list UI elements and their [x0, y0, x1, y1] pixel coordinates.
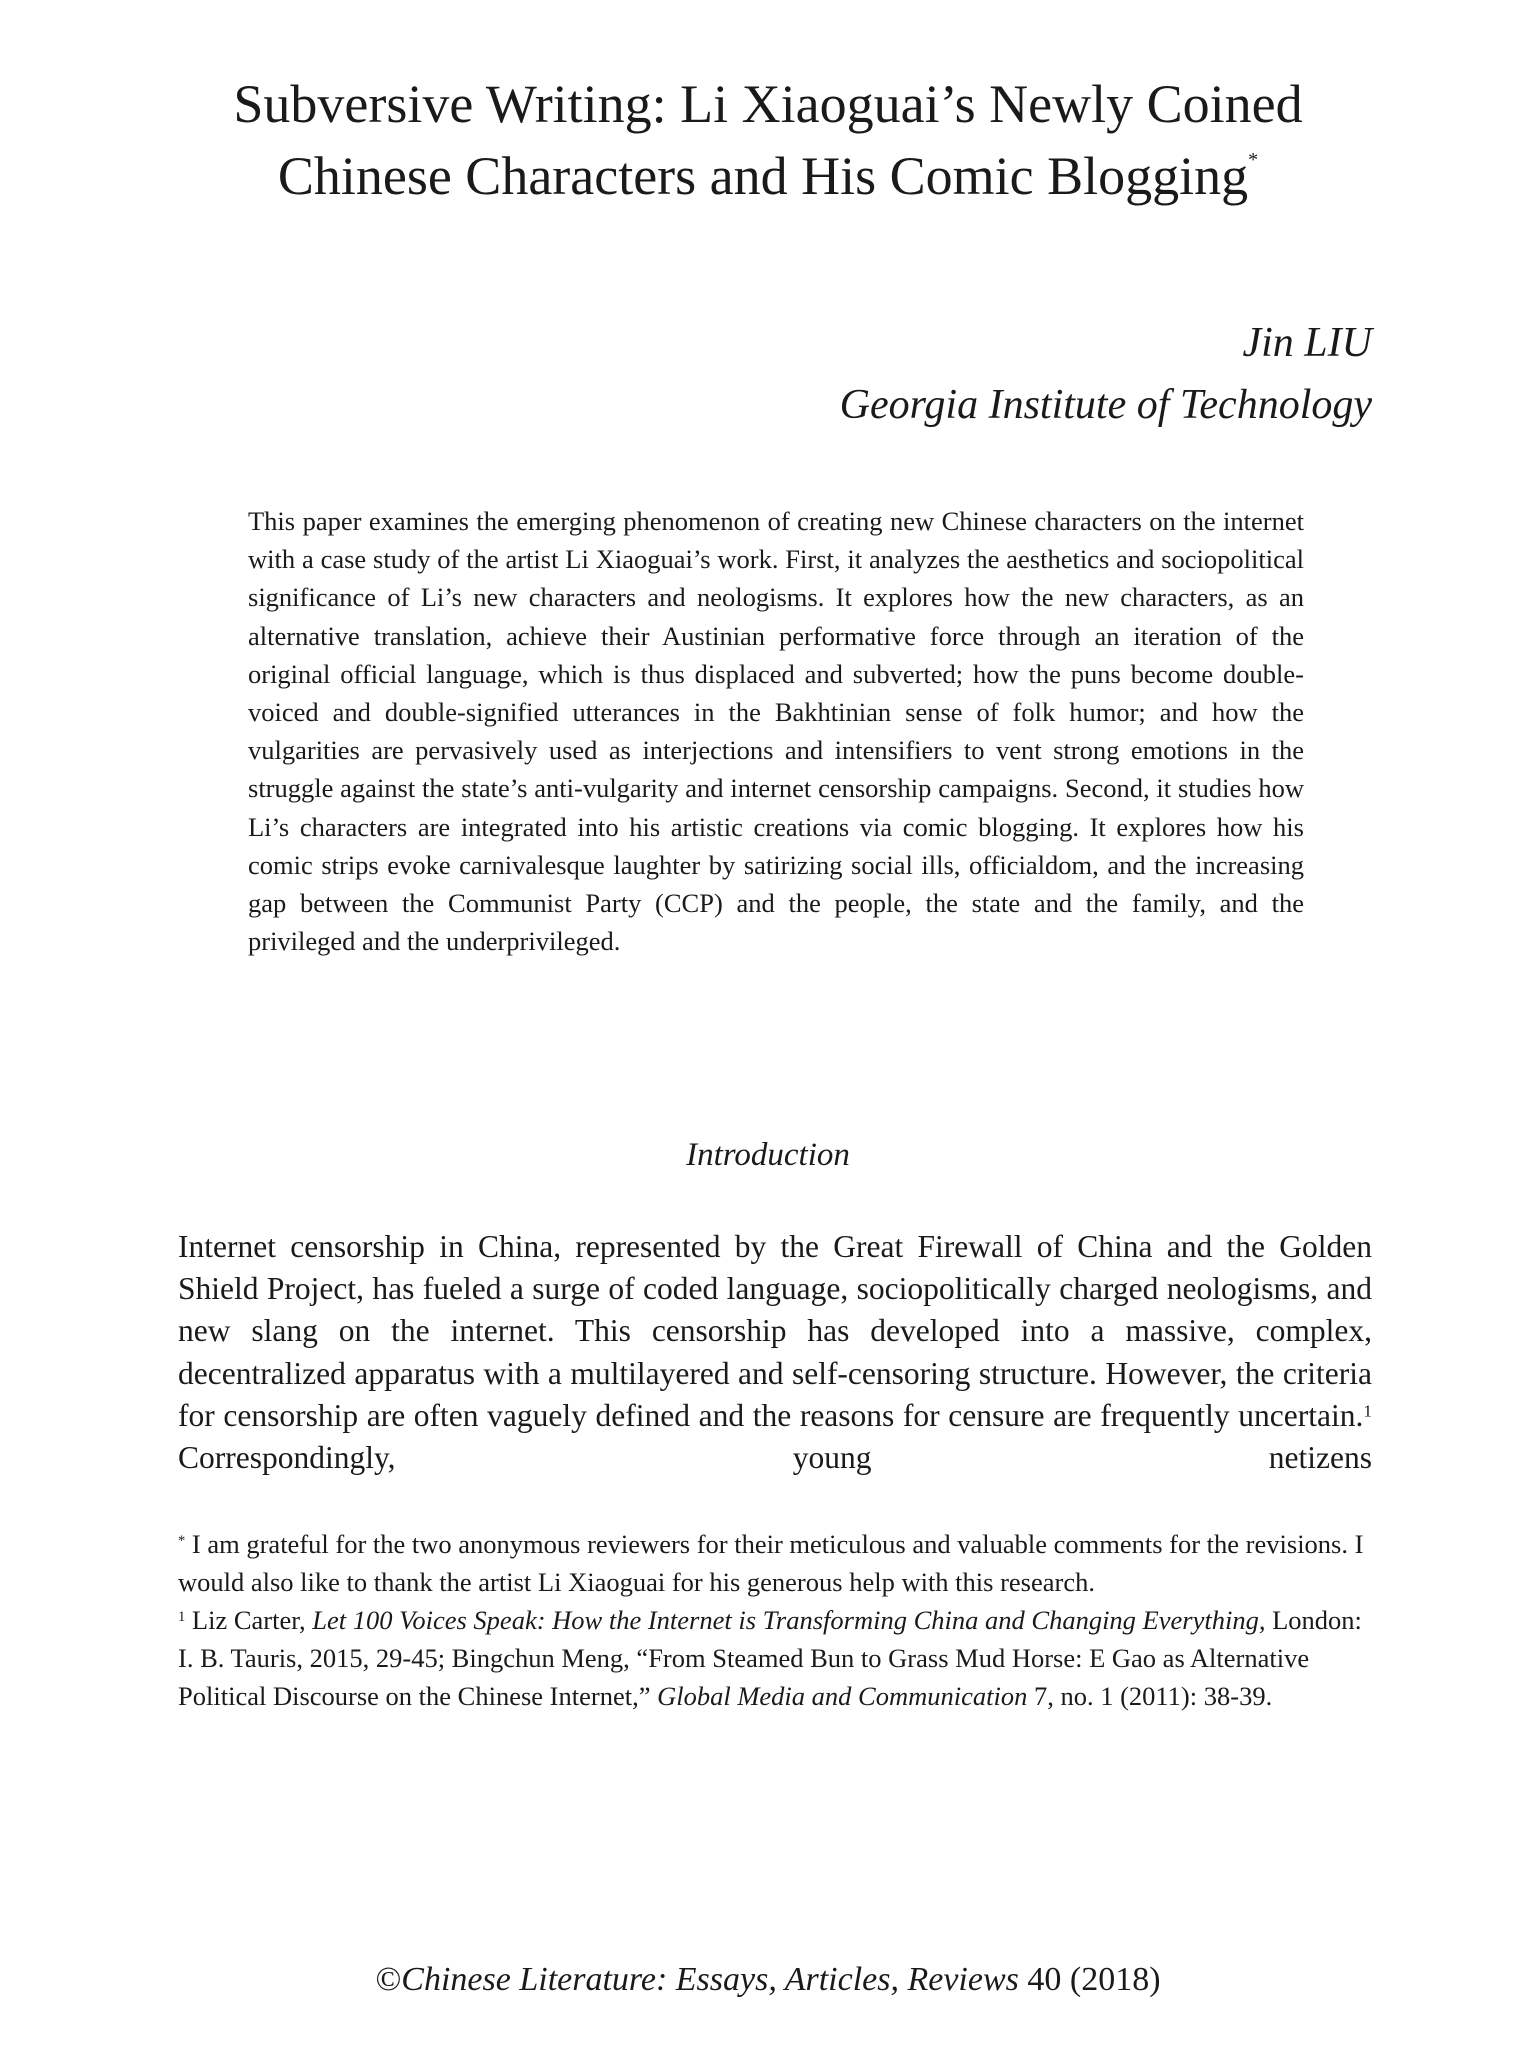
introduction-paragraph	[178, 1226, 1372, 1479]
title-line-2: Chinese Characters and His Comic Blogging	[277, 146, 1249, 206]
paper-title	[120, 68, 1416, 212]
title-line-1: Subversive Writing: Li Xiaoguai’s Newly Coined	[233, 74, 1303, 134]
journal-name: Chinese Literature: Essays, Articles, Reviews	[401, 1961, 1019, 1998]
footnote-1-text-a: Liz Carter,	[185, 1605, 313, 1635]
intro-text-part-2: Correspondingly, young netizens	[178, 1440, 1372, 1476]
footnote-star	[178, 1525, 1372, 1601]
footnote-reference-1: 1	[1363, 1401, 1372, 1421]
journal-footer	[0, 1958, 1536, 2002]
footnotes	[178, 1525, 1372, 1715]
footnote-star-text: I am grateful for the two anonymous reviewers for their meticulous and valuable comments for the revisions. I would also like to thank the artist Li Xiaoguai for his generous help with this research.	[178, 1529, 1364, 1597]
author-affiliation: Georgia Institute of Technology	[839, 382, 1372, 428]
copyright-symbol: ©	[375, 1961, 402, 1998]
section-heading-introduction: Introduction	[686, 1137, 850, 1173]
title-footnote-marker: *	[1248, 149, 1259, 171]
footnote-star-marker: *	[178, 1532, 186, 1549]
author-block	[840, 312, 1372, 436]
footnote-1-text-e: 7, no. 1 (2011): 38-39.	[1027, 1681, 1273, 1711]
abstract: This paper examines the emerging phenomenon of creating new Chinese characters on the internet with a case study of the artist Li Xiaoguai’s work. First, it analyzes the aesthetics and sociopolitical significance of Li’s new characters and neologisms. It explores how the new characters, as an alternative translation, achieve their Austinian performative force through an iteration of the original official language, which is thus displaced and subverted; how the puns become double-voiced and double-signified utterances in the Bakhtinian sense of folk humor; and how the vulgarities are pervasively used as interjections and intensifiers to vent strong emotions in the struggle against the state’s anti-vulgarity and internet censorship campaigns. Second, it studies how Li’s characters are integrated into his artistic creations via comic blogging. It explores how his comic strips evoke carnivalesque laughter by satirizing social ills, officialdom, and the increasing gap between the Communist Party (CCP) and the people, the state and the family, and the privileged and the underprivileged.	[248, 506, 1304, 957]
footnote-1-text-c: London: I. B. Tauris, 2015, 29-45; Bingchun Meng, “From Steamed Bun to Grass Mud Horse: E Gao as Alternative Political Discourse on the Chinese Internet,”	[178, 1605, 1362, 1711]
footnote-1	[178, 1601, 1372, 1715]
journal-issue: 40 (2018)	[1018, 1961, 1161, 1998]
intro-text-part-1: Internet censorship in China, represented by the Great Firewall of China and the Golden Shield Project, has fueled a surge of coded language, sociopolitically charged neologisms, and new slang on the internet. This censorship has developed into a massive, complex, decentralized apparatus with a multilayered and self-censoring structure. However, the criteria for censorship are often vaguely defined and the reasons for censure are frequently uncertain.	[178, 1229, 1372, 1433]
footnote-1-book-title: Let 100 Voices Speak: How the Internet is Transforming China and Changing Everything,	[312, 1605, 1266, 1635]
footnote-1-journal-title: Global Media and Communication	[650, 1681, 1028, 1711]
author-name: Jin LIU	[1242, 320, 1372, 366]
footnote-1-marker: 1	[178, 1608, 186, 1625]
